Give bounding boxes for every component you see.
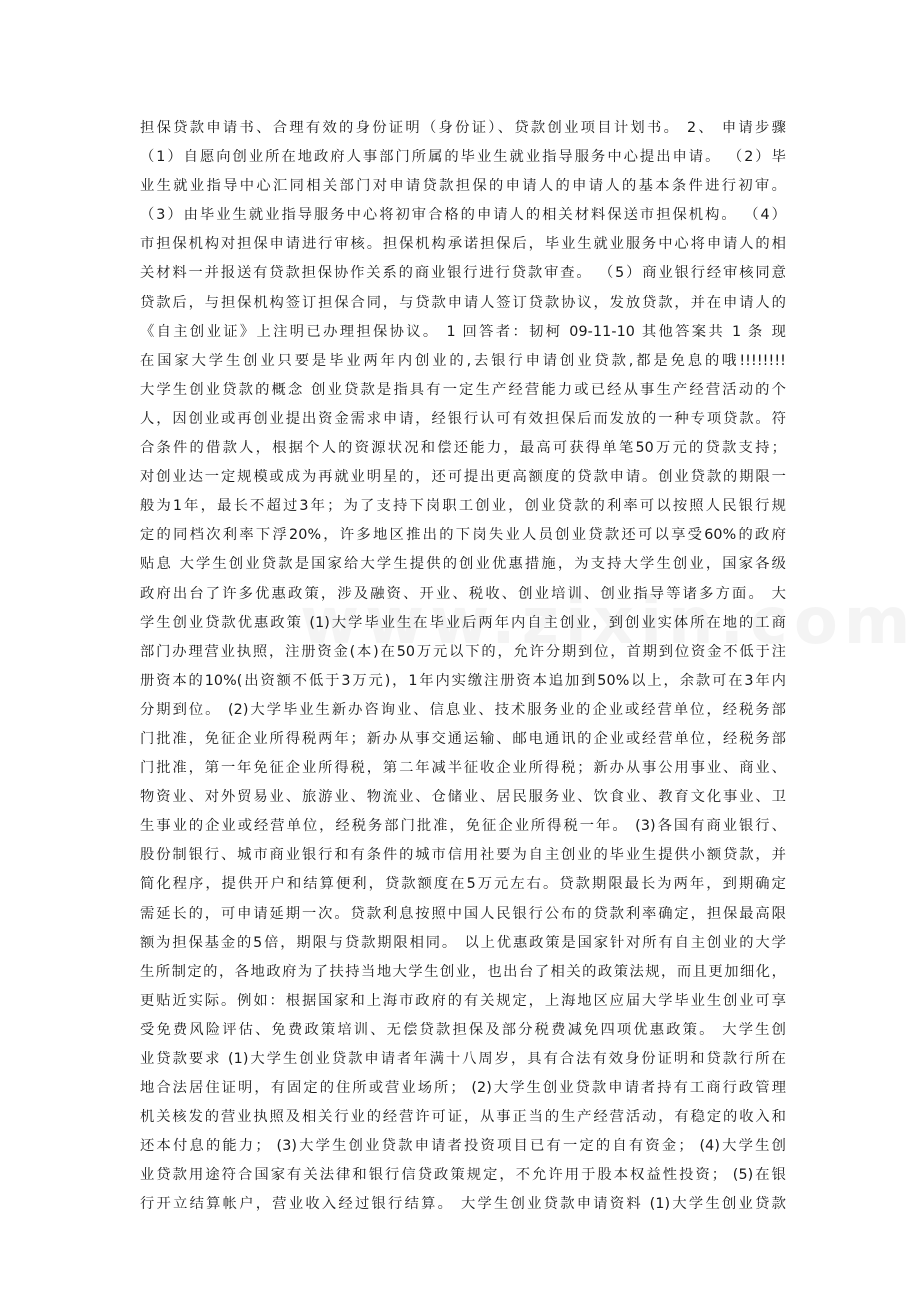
text-line: 简化程序，提供开户和结算便利，贷款额度在5万元左右。贷款期限最长为两年，到期确定 bbox=[140, 876, 786, 893]
text-line: 业贷款用途符合国家有关法律和银行信贷政策规定，不允许用于股本权益性投资； (5)在银 bbox=[140, 1167, 786, 1184]
text-line: 机关核发的营业执照及相关行业的经营许可证，从事正当的生产经营活动，有稳定的收入和 bbox=[140, 1109, 786, 1126]
text-line: 在国家大学生创业只要是毕业两年内创业的,去银行申请创业贷款,都是免息的哦!!!!!!!! bbox=[140, 352, 786, 369]
text-line: （1）自愿向创业所在地政府人事部门所属的毕业生就业指导服务中心提出申请。 （2）毕 bbox=[140, 149, 786, 166]
text-line: 定的同档次利率下浮20%，许多地区推出的下岗失业人员创业贷款还可以享受60%的政府 bbox=[140, 527, 786, 544]
text-line: 合条件的借款人，根据个人的资源状况和偿还能力，最高可获得单笔50万元的贷款支持； bbox=[140, 440, 786, 457]
text-line: 业贷款要求 (1)大学生创业贷款申请者年满十八周岁，具有合法有效身份证明和贷款行所在 bbox=[140, 1051, 786, 1067]
text-line: 需延长的，可申请延期一次。贷款利息按照中国人民银行公布的贷款利率确定，担保最高限 bbox=[140, 905, 786, 922]
text-line: 门批准，免征企业所得税两年；新办从事交通运输、邮电通讯的企业或经营单位，经税务部 bbox=[140, 730, 786, 747]
text-line: 政府出台了许多优惠政策，涉及融资、开业、税收、创业培训、创业指导等诸多方面。 大 bbox=[140, 585, 786, 602]
text-line: 对创业达一定规模或成为再就业明星的，还可提出更高额度的贷款申请。创业贷款的期限一 bbox=[140, 469, 786, 486]
text-line: 部门办理营业执照，注册资金(本)在50万元以下的，允许分期到位，首期到位资金不低于注 bbox=[140, 643, 786, 660]
text-line: 册资本的10%(出资额不低于3万元)，1年内实缴注册资本追加到50%以上，余款可在3年内 bbox=[140, 672, 786, 689]
text-line: 贴息 大学生创业贷款是国家给大学生提供的创业优惠措施，为支持大学生创业，国家各级 bbox=[140, 556, 786, 573]
text-line: 地合法居住证明，有固定的住所或营业场所； (2)大学生创业贷款申请者持有工商行政管理 bbox=[140, 1080, 786, 1097]
text-line: 学生创业贷款优惠政策 (1)大学毕业生在毕业后两年内自主创业，到创业实体所在地的工商 bbox=[140, 614, 786, 631]
text-line: 关材料一并报送有贷款担保协作关系的商业银行进行贷款审查。 （5）商业银行经审核同意 bbox=[140, 265, 786, 282]
text-line: 人，因创业或再创业提出资金需求申请，经银行认可有效担保后而发放的一种专项贷款。符 bbox=[140, 410, 786, 427]
text-line: 《自主创业证》上注明已办理担保协议。 1 回答者：韧柯 09-11-10 其他答案共 1 条 现 bbox=[140, 323, 786, 340]
text-line: 生所制定的，各地政府为了扶持当地大学生创业，也出台了相关的政策法规，而且更加细化， bbox=[140, 963, 786, 980]
text-line: 分期到位。 (2)大学毕业生新办咨询业、信息业、技术服务业的企业或经营单位，经税务部 bbox=[140, 701, 786, 718]
text-line: 受免费风险评估、免费政策培训、无偿贷款担保及部分税费减免四项优惠政策。 大学生创 bbox=[140, 1021, 786, 1038]
text-line: 业生就业指导中心汇同相关部门对申请贷款担保的申请人的申请人的基本条件进行初审。 bbox=[140, 178, 786, 195]
text-line: 股份制银行、城市商业银行和有条件的城市信用社要为自主创业的毕业生提供小额贷款，并 bbox=[140, 847, 786, 864]
text-line: 物资业、对外贸易业、旅游业、物流业、仓储业、居民服务业、饮食业、教育文化事业、卫 bbox=[140, 789, 786, 806]
text-line: 还本付息的能力； (3)大学生创业贷款申请者投资项目已有一定的自有资金； (4)大学生创 bbox=[140, 1138, 786, 1155]
text-line: 额为担保基金的5倍，期限与贷款期限相同。 以上优惠政策是国家针对所有自主创业的大学 bbox=[140, 934, 786, 951]
text-line: 生事业的企业或经营单位，经税务部门批准，免征企业所得税一年。 (3)各国有商业银行、 bbox=[140, 818, 786, 835]
text-line: 贷款后，与担保机构签订担保合同，与贷款申请人签订贷款协议，发放贷款，并在申请人的 bbox=[140, 294, 786, 311]
text-line: 市担保机构对担保申请进行审核。担保机构承诺担保后，毕业生就业服务中心将申请人的相 bbox=[140, 236, 786, 253]
text-line: 般为1年，最长不超过3年；为了支持下岗职工创业，创业贷款的利率可以按照人民银行规 bbox=[140, 498, 786, 515]
text-line: 行开立结算帐户，营业收入经过银行结算。 大学生创业贷款申请资料 (1)大学生创业贷款 bbox=[140, 1196, 786, 1213]
document-body bbox=[140, 114, 786, 1220]
text-line: 大学生创业贷款的概念 创业贷款是指具有一定生产经营能力或已经从事生产经营活动的个 bbox=[140, 381, 786, 398]
text-line: 担保贷款申请书、合理有效的身份证明（身份证）、贷款创业项目计划书。 2、 申请步骤 bbox=[140, 120, 786, 136]
text-line: 更贴近实际。例如：根据国家和上海市政府的有关规定，上海地区应届大学毕业生创业可享 bbox=[140, 992, 786, 1009]
text-line: （3）由毕业生就业指导服务中心将初审合格的申请人的相关材料保送市担保机构。 （4） bbox=[140, 207, 786, 224]
text-line: 门批准，第一年免征企业所得税，第二年减半征收企业所得税；新办从事公用事业、商业、 bbox=[140, 760, 786, 777]
